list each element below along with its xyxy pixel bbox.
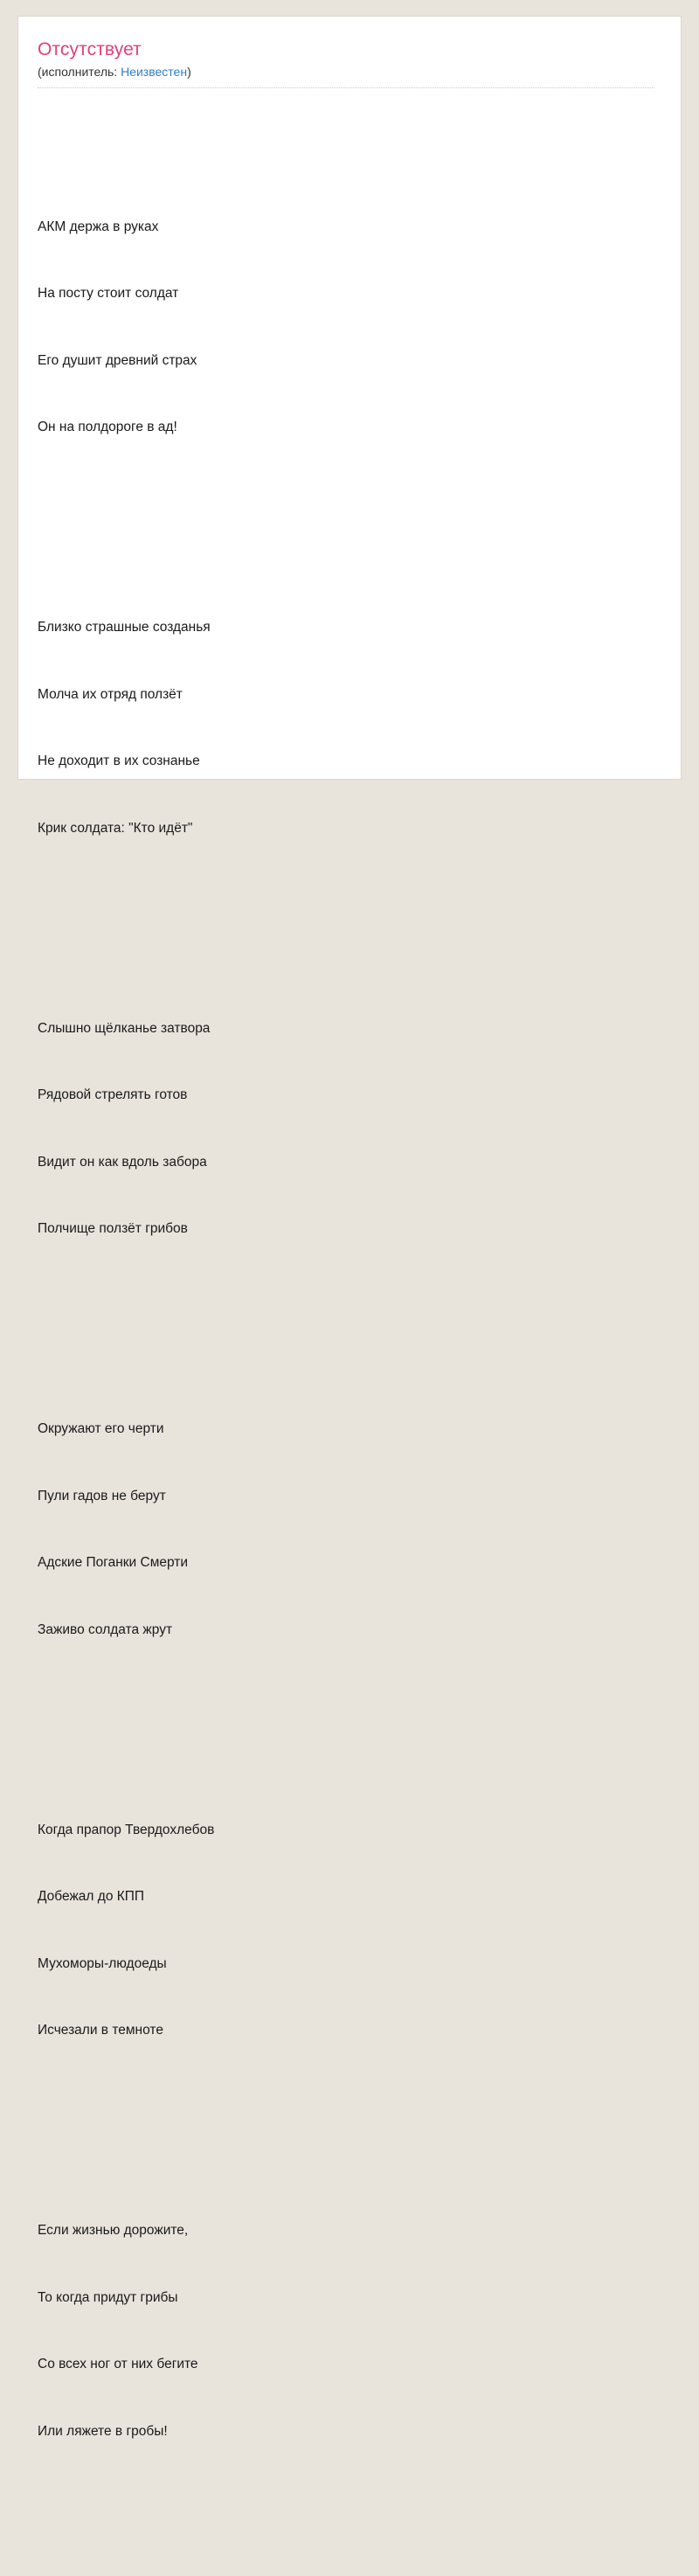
lyrics-line: Рядовой стрелять готов xyxy=(38,1087,188,1103)
lyrics-line: Со всех ног от них бегите xyxy=(38,2357,198,2372)
lyrics-line: Или ляжете в гробы! xyxy=(38,2423,168,2439)
lyrics-line: Его душит древний страх xyxy=(38,352,197,368)
lyrics-line: Когда прапор Твердохлебов xyxy=(38,1822,215,1837)
lyrics-line: Он на полдороге в ад! xyxy=(38,420,177,435)
lyrics-line: Близко страшные созданья xyxy=(38,620,211,635)
artist-prefix-label: (исполнитель: xyxy=(38,65,121,80)
artist-link[interactable]: Неизвестен xyxy=(121,65,188,80)
lyrics-stanza xyxy=(38,1373,654,1685)
lyrics-stanza xyxy=(38,572,654,884)
lyrics-line: Добежал до КПП xyxy=(38,1889,145,1905)
lyrics-stanza xyxy=(38,171,654,483)
lyrics-line: Исчезали в темноте xyxy=(38,2023,163,2038)
lyrics-line: Заживо солдата жрут xyxy=(38,1621,173,1637)
lyrics-line: Слышно щёлканье затвора xyxy=(38,1020,211,1036)
lyrics-line: Окружают его черти xyxy=(38,1421,164,1437)
lyrics-line: Молча их отряд ползёт xyxy=(38,686,183,702)
lyrics-line: Полчище ползёт грибов xyxy=(38,1221,188,1237)
artist-line xyxy=(38,65,654,88)
lyrics-line: То когда придут грибы xyxy=(38,2289,178,2305)
lyrics-body xyxy=(38,104,654,2576)
page-title: Отсутствует xyxy=(38,39,142,59)
lyrics-line: Пули гадов не берут xyxy=(38,1488,166,1503)
lyrics-line: Если жизнью дорожите, xyxy=(38,2223,189,2239)
lyrics-stanza xyxy=(38,2175,654,2487)
lyrics-line: Адские Поганки Смерти xyxy=(38,1555,189,1571)
lyrics-line: Мухоморы-людоеды xyxy=(38,1955,167,1971)
lyrics-line: Видит он как вдоль забора xyxy=(38,1154,207,1170)
lyrics-stanza xyxy=(38,1774,654,2086)
lyrics-stanza xyxy=(38,973,654,1285)
lyrics-line: Крик солдата: "Кто идёт" xyxy=(38,820,193,836)
artist-suffix-label: ) xyxy=(187,65,191,80)
lyrics-line: АКМ держа в руках xyxy=(38,219,159,234)
lyrics-line: На посту стоит солдат xyxy=(38,286,179,302)
lyrics-line: Не доходит в их сознанье xyxy=(38,753,200,769)
lyrics-sheet xyxy=(17,16,682,2439)
